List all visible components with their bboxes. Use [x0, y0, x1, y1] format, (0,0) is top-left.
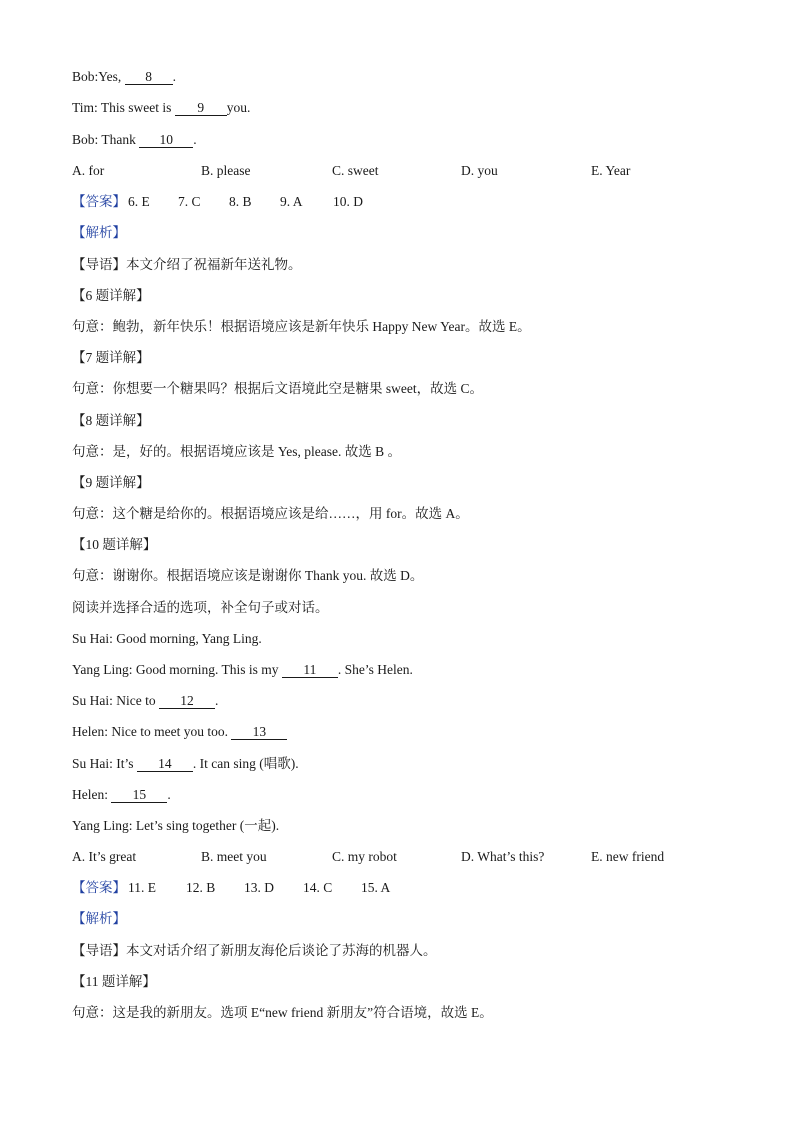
q11-heading: 【11 题详解】 — [72, 974, 156, 989]
option-e: E. Year — [591, 163, 631, 178]
line-text: Su Hai: Nice to — [72, 693, 159, 708]
option-a: A. for — [72, 163, 105, 178]
option-b: B. please — [201, 163, 251, 178]
dialogue-line-bob-thank — [72, 131, 197, 149]
answer-row-1 — [0, 193, 794, 211]
answer-item: 8. B — [229, 194, 252, 209]
dialogue-line-suhai-3 — [72, 755, 299, 773]
q7-explanation: 句意：你想要一个糖果吗？根据后文语境此空是糖果 sweet，故选 C。 — [72, 381, 483, 396]
analysis-heading: 【解析】 — [72, 911, 126, 926]
line-text: Helen: — [72, 787, 112, 802]
line-text: . She’s Helen. — [337, 662, 413, 677]
blank-12: 12 — [159, 693, 215, 709]
answer-tag: 【答案】 — [72, 880, 126, 895]
line-text: . It can sing (唱歌). — [192, 756, 299, 771]
line-text: Bob: Thank — [72, 132, 140, 147]
blank-9: 9 — [175, 100, 227, 116]
answer-item: 7. C — [178, 194, 201, 209]
answer-item: 6. E — [128, 194, 150, 209]
dialogue-line-helen-1 — [72, 723, 287, 741]
answer-item: 9. A — [280, 194, 303, 209]
section-instruction: 阅读并选择合适的选项，补全句子或对话。 — [72, 600, 329, 615]
q7-heading: 【7 题详解】 — [72, 350, 150, 365]
blank-15: 15 — [111, 787, 167, 803]
line-text: Su Hai: It’s — [72, 756, 137, 771]
line-text: . — [193, 132, 197, 147]
dialogue-line-suhai-1: Su Hai: Good morning, Yang Ling. — [72, 631, 262, 646]
option-c: C. my robot — [332, 849, 397, 864]
option-d: D. What’s this? — [461, 849, 545, 864]
dialogue-line-tim — [72, 99, 250, 117]
answer-item: 10. D — [333, 194, 363, 209]
dialogue-line-yangling-1 — [72, 661, 413, 679]
answer-item: 15. A — [361, 880, 391, 895]
guide-text: 【导语】本文对话介绍了新朋友海伦后谈论了苏海的机器人。 — [72, 943, 437, 958]
line-text: Tim: This sweet is — [72, 100, 175, 115]
dialogue-line-bob-yes — [72, 68, 176, 86]
q9-heading: 【9 题详解】 — [72, 475, 150, 490]
line-text: Helen: Nice to meet you too. — [72, 724, 232, 739]
dialogue-line-suhai-2 — [72, 692, 218, 710]
line-text: Bob:Yes, — [72, 69, 125, 84]
analysis-heading: 【解析】 — [72, 225, 126, 240]
answer-tag: 【答案】 — [72, 194, 126, 209]
option-e: E. new friend — [591, 849, 665, 864]
guide-text: 【导语】本文介绍了祝福新年送礼物。 — [72, 257, 302, 272]
q6-heading: 【6 题详解】 — [72, 288, 150, 303]
option-d: D. you — [461, 163, 498, 178]
q10-heading: 【10 题详解】 — [72, 537, 157, 552]
options-row-1 — [0, 162, 794, 180]
option-a: A. It’s great — [72, 849, 137, 864]
q8-explanation: 句意：是，好的。根据语境应该是 Yes, please. 故选 B 。 — [72, 444, 402, 459]
blank-10: 10 — [139, 132, 193, 148]
q6-explanation: 句意：鲍勃，新年快乐！根据语境应该是新年快乐 Happy New Year。故选 E。 — [72, 319, 531, 334]
blank-14: 14 — [137, 756, 193, 772]
q10-explanation: 句意：谢谢你。根据语境应该是谢谢你 Thank you. 故选 D。 — [72, 568, 424, 583]
blank-8: 8 — [125, 69, 173, 85]
line-text: . — [167, 787, 171, 802]
answer-item: 11. E — [128, 880, 156, 895]
q8-heading: 【8 题详解】 — [72, 413, 150, 428]
answer-item: 12. B — [186, 880, 216, 895]
line-text: Yang Ling: Good morning. This is my — [72, 662, 282, 677]
blank-11: 11 — [282, 662, 338, 678]
blank-13: 13 — [231, 724, 287, 740]
dialogue-line-yangling-2: Yang Ling: Let’s sing together (一起). — [72, 818, 280, 833]
answer-item: 14. C — [303, 880, 333, 895]
options-row-2 — [0, 848, 794, 866]
line-text: . — [172, 69, 177, 84]
line-text: . — [215, 693, 219, 708]
dialogue-line-helen-2 — [72, 786, 171, 804]
q9-explanation: 句意：这个糖是给你的。根据语境应该是给……，用 for。故选 A。 — [72, 506, 469, 521]
line-text: you. — [226, 100, 251, 115]
option-c: C. sweet — [332, 163, 379, 178]
answer-item: 13. D — [244, 880, 274, 895]
option-b: B. meet you — [201, 849, 267, 864]
answer-row-2 — [0, 879, 794, 897]
q11-explanation: 句意：这是我的新朋友。选项 E“new friend 新朋友”符合语境，故选 E。 — [72, 1005, 493, 1020]
